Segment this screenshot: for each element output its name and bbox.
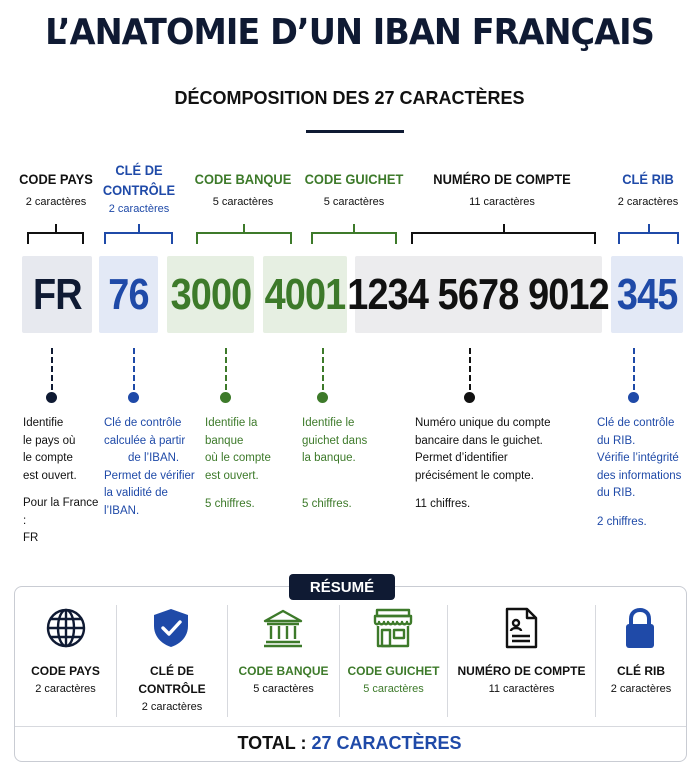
value-box-code-guichet xyxy=(263,256,347,333)
value-box-numero-compte xyxy=(347,256,610,333)
desc-line: la validité de xyxy=(104,487,168,499)
desc-line: de l’IBAN. xyxy=(128,452,180,464)
value-box-code-banque xyxy=(167,256,254,333)
bracket-code-pays xyxy=(27,232,84,244)
total-line xyxy=(0,733,699,754)
summary-separator xyxy=(15,726,686,727)
storefront-icon xyxy=(371,606,415,650)
desc-code-pays xyxy=(23,415,101,548)
header-code-guichet: CODE GUICHET xyxy=(304,171,404,187)
summary-divider xyxy=(595,605,596,717)
desc-cle-rib xyxy=(597,415,695,531)
desc-line: 11 chiffres. xyxy=(415,498,471,510)
summary-title-cle-controle-1: CLÉ DE xyxy=(149,664,194,678)
summary-count-code-guichet: 5 caractères xyxy=(363,683,424,695)
header-code-pays: CODE PAYS xyxy=(19,171,93,187)
summary-title-cle-rib: CLÉ RIB xyxy=(617,664,665,678)
summary-count-numero-compte: 11 caractères xyxy=(488,683,555,695)
dot-code-pays xyxy=(46,392,57,403)
bracket-cle-controle xyxy=(104,232,173,244)
desc-line: calculée à partir xyxy=(104,434,186,447)
desc-line: Permet de vérifier xyxy=(104,469,195,482)
summary-count-code-banque: 5 caractères xyxy=(253,683,314,695)
desc-line: 5 chiffres. xyxy=(205,498,255,510)
dot-cle-controle xyxy=(128,392,139,403)
desc-code-guichet xyxy=(302,415,392,513)
dot-numero-compte xyxy=(464,392,475,403)
desc-line: est ouvert. xyxy=(205,469,259,482)
connector-cle-rib xyxy=(633,348,635,390)
value-box-cle-controle xyxy=(99,256,158,333)
document-icon xyxy=(499,606,543,650)
count-cle-controle: 2 caractères xyxy=(108,203,170,215)
desc-line: du RIB. xyxy=(597,434,636,447)
lock-icon xyxy=(618,606,662,650)
value-cle-controle: 76 xyxy=(108,269,149,319)
shield-check-icon xyxy=(149,606,193,650)
desc-line: guichet dans xyxy=(302,434,368,447)
count-numero-compte: 11 caractères xyxy=(469,196,535,208)
desc-line: est ouvert. xyxy=(23,469,77,482)
summary-title-numero-compte: NUMÉRO DE COMPTE xyxy=(457,664,586,678)
connector-cle-controle xyxy=(133,348,135,390)
desc-line: Identifie le xyxy=(302,417,355,429)
summary-divider xyxy=(339,605,340,717)
bank-icon xyxy=(261,606,305,650)
desc-line: du RIB. xyxy=(597,487,636,499)
connector-numero-compte xyxy=(469,348,471,390)
summary-divider xyxy=(227,605,228,717)
total-value: 27 CARACTÈRES xyxy=(311,733,462,753)
value-cle-rib: 345 xyxy=(616,269,678,319)
title-underline xyxy=(306,130,404,133)
value-code-banque: 3000 xyxy=(170,269,251,319)
desc-line: Identifie xyxy=(23,417,64,429)
summary-divider xyxy=(447,605,448,717)
dot-code-guichet xyxy=(317,392,328,403)
desc-line: où le compte xyxy=(205,452,271,464)
value-numero-compte: 1234 5678 9012 xyxy=(347,269,610,319)
desc-line: Pour la France : xyxy=(23,497,99,527)
page-title: L’ANATOMIE D’UN IBAN FRANÇAIS xyxy=(45,12,654,53)
desc-line: Vérifie l’intégrité xyxy=(597,452,679,464)
summary-count-cle-rib: 2 caractères xyxy=(610,683,672,695)
bracket-cle-rib xyxy=(618,232,679,244)
desc-line: Permet d’identifier xyxy=(415,452,508,464)
desc-line: Clé de contrôle xyxy=(597,417,675,429)
desc-line: précisément le compte. xyxy=(415,469,534,482)
desc-line: Numéro unique du compte xyxy=(415,417,551,429)
desc-cle-controle xyxy=(104,415,198,520)
summary-title-code-pays: CODE PAYS xyxy=(31,664,100,678)
header-numero-compte: NUMÉRO DE COMPTE xyxy=(433,171,571,187)
value-code-guichet: 4001 xyxy=(264,269,346,319)
summary-count-cle-controle: 2 caractères xyxy=(141,701,203,713)
desc-line: Clé de contrôle xyxy=(104,417,182,429)
value-code-pays: FR xyxy=(32,269,82,319)
bracket-code-banque xyxy=(196,232,292,244)
desc-line: 2 chiffres. xyxy=(597,515,647,528)
connector-code-banque xyxy=(225,348,227,390)
dot-code-banque xyxy=(220,392,231,403)
bracket-numero-compte xyxy=(411,232,596,244)
value-box-code-pays xyxy=(22,256,92,333)
count-code-guichet: 5 caractères xyxy=(323,196,385,208)
globe-icon xyxy=(44,606,88,650)
header-cle-controle-2: CONTRÔLE xyxy=(102,182,176,198)
header-cle-rib: CLÉ RIB xyxy=(622,171,674,187)
desc-line: la banque. xyxy=(302,452,356,464)
value-box-cle-rib xyxy=(611,256,683,333)
count-code-pays: 2 caractères xyxy=(25,196,87,208)
desc-line: Identifie la xyxy=(205,417,258,429)
desc-line: l’IBAN. xyxy=(104,504,140,517)
desc-code-banque xyxy=(205,415,295,514)
desc-line: le compte xyxy=(23,452,73,464)
desc-line: FR xyxy=(23,532,39,544)
summary-title-code-banque: CODE BANQUE xyxy=(238,664,329,678)
summary-tag: RÉSUMÉ xyxy=(289,574,395,600)
connector-code-pays xyxy=(51,348,53,390)
bracket-code-guichet xyxy=(311,232,397,244)
desc-line: des informations xyxy=(597,469,682,482)
count-code-banque: 5 caractères xyxy=(212,196,274,208)
connector-code-guichet xyxy=(322,348,324,390)
desc-line: le pays où xyxy=(23,434,76,447)
summary-title-code-guichet: CODE GUICHET xyxy=(347,664,440,678)
dot-cle-rib xyxy=(628,392,639,403)
count-cle-rib: 2 caractères xyxy=(617,196,679,208)
summary-title-cle-controle-2: CONTRÔLE xyxy=(138,682,206,696)
desc-line: bancaire dans le guichet. xyxy=(415,434,543,447)
header-code-banque: CODE BANQUE xyxy=(194,171,292,187)
page-subtitle: DÉCOMPOSITION DES 27 CARACTÈRES xyxy=(174,88,525,108)
summary-count-code-pays: 2 caractères xyxy=(35,683,96,695)
desc-line: banque xyxy=(205,434,244,447)
total-label: TOTAL : xyxy=(237,733,307,753)
header-cle-controle-1: CLÉ DE xyxy=(115,162,163,178)
desc-numero-compte xyxy=(415,415,575,514)
desc-line: 5 chiffres. xyxy=(302,497,352,510)
